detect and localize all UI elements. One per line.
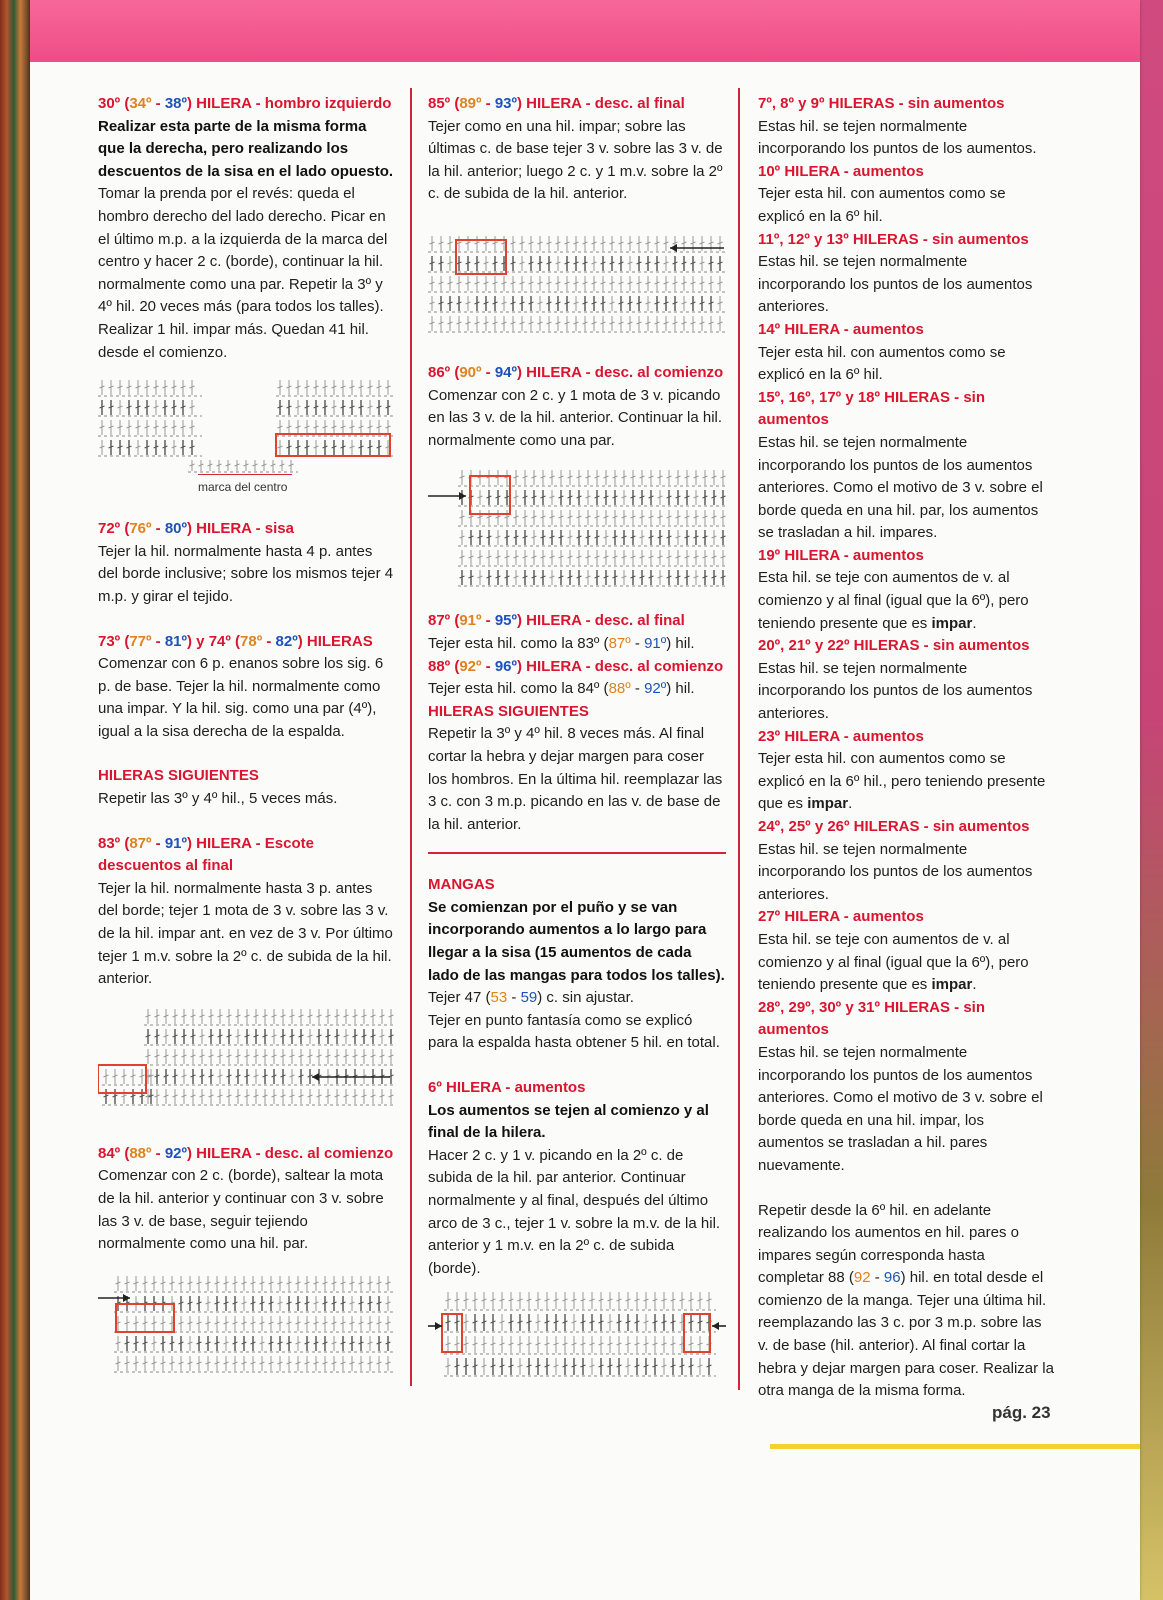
- column-1: [98, 93, 394, 1386]
- diagram-label: marca del centro: [198, 480, 288, 495]
- stitch-diagram-escote: [98, 1007, 394, 1119]
- paragraph-siguientes-2: Repetir la 3º y 4º hil. 8 veces más. Al final cortar la hebra y dejar margen para coser los hombros. En la última hil. reemplazar las 3 c. con 3 m.p. picando en las v. de base de la hil. anterior.: [428, 725, 723, 833]
- paragraph-repetir: Repetir desde la 6º hil. en adelante realizando los aumentos en hil. pares o impares según corresponda hasta completar 88 (92 - 96) hil. en total desde el comienzo de la manga. Tejer una última hil. reemplazando las 3 c. por 3 m.p. sobre las v. de base (hil. anterior). Al final cortar la hebra y dejar margen para coser. Realizar la otra manga de la misma forma.: [758, 1201, 1054, 1400]
- magazine-binding-edge: [0, 0, 34, 1600]
- heading-28-31: 28º, 29º, 30º y 31º HILERAS - sin aumentos: [758, 998, 986, 1039]
- highlight-box: [456, 240, 506, 274]
- paragraph-27: Esta hil. se teje con aumentos de v. al comienzo y al final (igual que la 6º), pero teniendo presente que es impar.: [758, 930, 1029, 994]
- paragraph-19: Esta hil. se teje con aumentos de v. al comienzo y al final (igual que la 6º), pero teniendo presente que es impar.: [758, 569, 1029, 632]
- paragraph-6-hilera: Hacer 2 c. y 1 v. picando en la 2º c. de subida de la hil. par anterior. Continuar normalmente y al final, después del último arco de 3 c., tejer 1 v. sobre la m.v. de la hil. anterior y 1 m.v. en la 2º c. de subida (borde).: [428, 1146, 721, 1277]
- section-divider: [428, 852, 726, 854]
- heading-85-hilera: 85º (89º - 93º) HILERA - desc. al final: [428, 95, 685, 112]
- stitch-rows: [114, 1276, 394, 1372]
- stitch-rows: [276, 380, 394, 456]
- paragraph-20-22: Estas hil. se tejen normalmente incorporando los puntos de los aumentos anteriores.: [758, 659, 1033, 723]
- paragraph-24-26: Estas hil. se tejen normalmente incorporando los puntos de los aumentos anteriores.: [758, 840, 1033, 903]
- heading-hileras-siguientes-2: HILERAS SIGUIENTES: [428, 702, 589, 720]
- heading-14: 14º HILERA - aumentos: [758, 320, 924, 338]
- heading-87-hilera: 87º (91º - 95º) HILERA - desc. al final: [428, 612, 685, 630]
- heading-mangas: MANGAS: [428, 876, 495, 894]
- highlight-box: [442, 1314, 462, 1352]
- paragraph-23: Tejer esta hil. con aumentos como se explicó en la 6º hil., pero teniendo presente que es impar.: [758, 750, 1046, 813]
- heading-86-hilera: 86º (90º - 94º) HILERA - desc. al comienzo: [428, 363, 724, 381]
- stitch-rows: [144, 1009, 394, 1105]
- mangas-bold-intro: Se comienzan por el puño y se van incorporando aumentos a lo largo para llegar a la sisa (15 aumentos de cada lado de las mangas para todos los talles).: [428, 898, 725, 984]
- paragraph-84: Comenzar con 2 c. (borde), saltear la mota de la hil. anterior y continuar con 3 v. sobre las 3 v. de base, seguir tejiendo normalmente como una hil. par.: [98, 1167, 384, 1253]
- arrow-head-icon: [312, 1073, 319, 1081]
- paragraph-14: Tejer esta hil. con aumentos como se explicó en la 6º hil.: [758, 343, 1006, 384]
- heading-hileras-siguientes: HILERAS SIGUIENTES: [98, 767, 259, 785]
- stitch-rows: [98, 380, 202, 456]
- heading-88-hilera: 88º (92º - 96º) HILERA - desc. al comienzo: [428, 657, 724, 675]
- paragraph-tejer-47: Tejer 47 (53 - 59) c. sin ajustar.: [428, 989, 634, 1007]
- label-pointer-line: [198, 474, 292, 475]
- paragraph-28-31: Estas hil. se tejen normalmente incorporando los puntos de los aumentos anteriores. Como el motivo de 3 v. sobre el borde queda en una hil. impar, los aumentos se trasladan a hil. pares nuevamente.: [758, 1043, 1043, 1174]
- stitch-rows: [428, 236, 726, 332]
- paragraph-siguientes: Repetir las 3º y 4º hil., 5 veces más.: [98, 790, 338, 808]
- paragraph-85: Tejer como en una hil. impar; sobre las últimas c. de base tejer 3 v. sobre las 3 v. de la hil. anterior; luego 2 c. y 1 m.v. sobre la 2º c. de subida de la hil. anterior.: [428, 117, 723, 203]
- heading-30-hilera: 30º (34º - 38º) HILERA - hombro izquierdo: [98, 95, 392, 112]
- heading-72-hilera: 72º (76º - 80º) HILERA - sisa: [98, 520, 294, 538]
- arrow-head-icon: [435, 1322, 442, 1330]
- heading-11-12-13: 11º, 12º y 13º HILERAS - sin aumentos: [758, 230, 1029, 248]
- paragraph-sisa: Tejer la hil. normalmente hasta 4 p. antes del borde inclusive; sobre los mismos tejer 4 m.p. y girar el tejido.: [98, 542, 394, 605]
- heading-15-18: 15º, 16º, 17º y 18º HILERAS - sin aumentos: [758, 388, 986, 429]
- heading-10: 10º HILERA - aumentos: [758, 162, 924, 180]
- aumentos-bold: Los aumentos se tejen al comienzo y al final de la hilera.: [428, 1101, 709, 1142]
- highlight-box: [276, 434, 390, 456]
- stitch-rows: [444, 1292, 716, 1376]
- stitch-diagram-mangas: [428, 1290, 726, 1390]
- heading-83-hilera: 83º (87º - 91º) HILERA - Escote descuentos al final: [98, 834, 314, 875]
- paragraph-10: Tejer esta hil. con aumentos como se explicó en la 6º hil.: [758, 185, 1006, 225]
- paragraph-escote: Tejer la hil. normalmente hasta 3 p. antes del borde; tejer 1 mota de 3 v. sobre las 3 v. de la hil. impar ant. en vez de 3 v. Por último tejer 1 m.v. sobre la 2º c. de subida de la hil. anterior.: [98, 879, 393, 988]
- bold-instruction: Realizar esta parte de la misma forma que la derecha, pero realizando los descuentos de la sisa en el lado opuesto.: [98, 117, 394, 180]
- pink-header-band: [30, 0, 1140, 62]
- highlight-box: [470, 476, 510, 514]
- heading-27: 27º HILERA - aumentos: [758, 908, 924, 926]
- heading-19: 19º HILERA - aumentos: [758, 546, 924, 564]
- paragraph-86: Comenzar con 2 c. y 1 mota de 3 v. picando en las 3 v. de la hil. anterior. Continuar la hil. normalmente como una par.: [428, 386, 723, 449]
- paragraph-hombro: Tomar la prenda por el revés: queda el hombro derecho del lado derecho. Picar en el último m.p. a la izquierda de la marca del centro y hacer 2 c. (borde), continuar la hil. normalmente como una par. Repetir la 3º y 4º hil. 20 veces más (para todos los talles). Realizar 1 hil. impar más. Quedan 41 hil. desde el comienzo.: [98, 185, 388, 361]
- paragraph-punto-fantasia: Tejer en punto fantasía como se explicó para la espalda hasta obtener 5 hil. en total.: [428, 1011, 720, 1052]
- column-separator-2: [738, 88, 740, 1390]
- highlight-box: [98, 1065, 146, 1093]
- stitch-diagram-centro: [98, 376, 394, 502]
- heading-24-26: 24º, 25º y 26º HILERAS - sin aumentos: [758, 818, 1030, 835]
- column-3: [758, 93, 1054, 1403]
- heading-7-8-9: 7º, 8º y 9º HILERAS - sin aumentos: [758, 95, 1005, 112]
- heading-84-hilera: 84º (88º - 92º) HILERA - desc. al comienzo: [98, 1144, 394, 1162]
- stitch-diagram-85: [428, 220, 726, 338]
- arrow-head-icon: [670, 244, 677, 252]
- yellow-footer-bar: [770, 1444, 1140, 1449]
- paragraph-73-74: Comenzar con 6 p. enanos sobre los sig. 6 p. de base. Tejer la hil. normalmente como una impar. Y la hil. sig. como una par (4º), igual a la sisa derecha de la espalda.: [98, 655, 384, 740]
- arrow-head-icon: [712, 1322, 719, 1330]
- stitch-diagram-84: [98, 1274, 394, 1386]
- stitch-rows: [102, 1069, 162, 1105]
- paragraph-11-12-13: Estas hil. se tejen normalmente incorporando los puntos de los aumentos anteriores.: [758, 253, 1033, 316]
- column-2: [428, 93, 726, 1390]
- column-separator-1: [410, 88, 412, 1386]
- stitch-diagram-svg: [98, 376, 394, 481]
- paragraph-87: Tejer esta hil. como la 83º (87º - 91º) hil.: [428, 634, 695, 652]
- stitch-rows: [458, 470, 726, 586]
- heading-73-74-hileras: 73º (77º - 81º) y 74º (78º - 82º) HILERAS: [98, 632, 373, 650]
- paragraph-7-8-9: Estas hil. se tejen normalmente incorporando los puntos de los aumentos.: [758, 117, 1037, 158]
- heading-23: 23º HILERA - aumentos: [758, 727, 924, 745]
- stitch-diagram-86: [428, 466, 726, 590]
- paragraph-88: Tejer esta hil. como la 84º (88º - 92º) hil.: [428, 680, 695, 698]
- next-page-edge: [1140, 0, 1163, 1600]
- highlight-box: [684, 1314, 710, 1352]
- page-number: pág. 23: [992, 1403, 1051, 1422]
- paragraph-15-18: Estas hil. se tejen normalmente incorporando los puntos de los aumentos anteriores. Como el motivo de 3 v. sobre el borde queda en una hil. par, los aumentos se trasladan a hil. impares.: [758, 433, 1043, 542]
- heading-6-hilera: 6º HILERA - aumentos: [428, 1079, 586, 1097]
- heading-20-22: 20º, 21º y 22º HILERAS - sin aumentos: [758, 637, 1030, 655]
- stitch-rows: [188, 460, 298, 472]
